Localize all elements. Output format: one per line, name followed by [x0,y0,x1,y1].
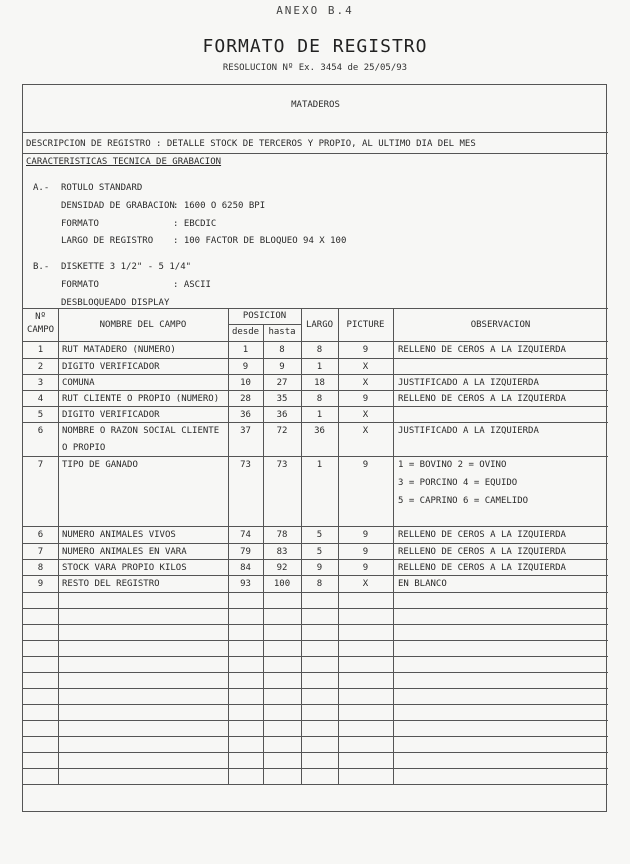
table-rule [23,592,608,593]
spec-b-label: B.- [33,262,50,272]
row-number: 1 [37,345,44,355]
row-from: 36 [240,410,251,420]
table-column-rule [228,308,229,784]
table-rule [23,656,608,657]
table-rule [23,390,608,391]
table-column-rule [393,308,394,784]
row-length: 1 [316,410,323,420]
row-field-name: RUT CLIENTE O PROPIO (NUMERO) [62,394,220,404]
header-observation: OBSERVACION [470,320,531,330]
table-column-rule [263,324,264,784]
row-picture: 9 [362,530,369,540]
row-field-name: NUMERO ANIMALES EN VARA [62,547,187,557]
table-rule [23,784,608,785]
table-rule [23,575,608,576]
spec-a-value: : 100 FACTOR DE BLOQUEO 94 X 100 [173,236,347,246]
technical-heading: CARACTERISTICAS TECNICA DE GRABACION [26,157,222,167]
table-rule [23,456,608,457]
table-rule [228,324,301,325]
row-length: 8 [316,394,323,404]
row-from: 84 [240,563,251,573]
table-rule [23,768,608,769]
table-rule [23,308,608,309]
row-picture: 9 [362,394,369,404]
spec-a-label: A.- [33,183,50,193]
table-rule [23,559,608,560]
table-rule [23,704,608,705]
row-from: 1 [242,345,249,355]
row-number: 9 [37,579,44,589]
row-observation: 1 = BOVINO 2 = OVINO [398,460,507,470]
row-picture: 9 [362,563,369,573]
row-picture: X [362,579,369,589]
row-field-name: DIGITO VERIFICADOR [62,362,160,372]
row-to: 78 [276,530,288,540]
row-to: 73 [276,460,288,470]
row-observation: 5 = CAPRINO 6 = CAMELIDO [398,496,529,506]
row-field-name: O PROPIO [62,443,106,453]
table-rule [23,672,608,673]
row-field-name: STOCK VARA PROPIO KILOS [62,563,187,573]
row-picture: 9 [362,547,369,557]
table-rule [23,543,608,544]
header-picture: PICTURE [346,320,385,330]
row-number: 2 [37,362,44,372]
row-number: 8 [37,563,44,573]
row-observation: RELLENO DE CEROS A LA IZQUIERDA [398,345,566,355]
row-length: 1 [316,460,323,470]
row-from: 9 [242,362,249,372]
row-length: 1 [316,362,323,372]
spec-b-key: DESBLOQUEADO DISPLAY [61,298,170,308]
row-from: 37 [240,426,251,436]
row-length: 5 [316,530,323,540]
row-field-name: COMUNA [62,378,95,388]
row-observation: RELLENO DE CEROS A LA IZQUIERDA [398,530,566,540]
table-rule [23,752,608,753]
table-rule [23,736,608,737]
row-field-name: RESTO DEL REGISTRO [62,579,160,589]
row-picture: X [362,426,369,436]
row-to: 83 [276,547,288,557]
row-from: 28 [240,394,251,404]
row-field-name: DIGITO VERIFICADOR [62,410,160,420]
table-rule [23,406,608,407]
row-length: 5 [316,547,323,557]
table-rule [23,358,608,359]
header-length: LARGO [305,320,334,330]
row-picture: X [362,410,369,420]
row-field-name: RUT MATADERO (NUMERO) [62,345,176,355]
row-number: 7 [37,547,44,557]
record-description: DESCRIPCION DE REGISTRO : DETALLE STOCK DE TERCEROS Y PROPIO, AL ULTIMO DIA DEL MES [26,139,476,149]
row-length: 36 [314,426,325,436]
spec-b-value: : ASCII [173,280,211,290]
table-rule [23,526,608,527]
row-from: 73 [240,460,251,470]
row-from: 79 [240,547,251,557]
row-length: 8 [316,579,323,589]
spec-b-key: FORMATO [61,280,99,290]
spec-a-title: ROTULO STANDARD [61,183,143,193]
spec-a-key: LARGO DE REGISTRO [61,236,154,246]
row-to: 8 [279,345,285,355]
row-number: 6 [37,426,44,436]
row-observation: RELLENO DE CEROS A LA IZQUIERDA [398,394,566,404]
table-rule [23,720,608,721]
row-picture: X [362,362,369,372]
section-title: MATADEROS [291,100,340,110]
spec-a-key: FORMATO [61,219,99,229]
spec-a-value: : 1600 O 6250 BPI [173,201,266,211]
row-to: 36 [276,410,288,420]
table-rule [23,624,608,625]
row-to: 9 [279,362,285,372]
row-number: 3 [37,378,44,388]
row-field-name: NOMBRE O RAZON SOCIAL CLIENTE [62,426,220,436]
spec-b-title: DISKETTE 3 1/2" - 5 1/4" [61,262,192,272]
page-title: FORMATO DE REGISTRO [202,36,428,57]
row-to: 35 [276,394,288,404]
table-column-rule [338,308,339,784]
row-picture: 9 [362,345,369,355]
header-num: Nº [35,312,46,322]
row-to: 92 [276,563,288,573]
row-observation: 3 = PORCINO 4 = EQUIDO [398,478,518,488]
header-from: desde [231,327,260,337]
row-to: 72 [276,426,288,436]
table-rule [23,640,608,641]
record-format-frame [22,84,607,812]
row-from: 74 [240,530,251,540]
row-picture: X [362,378,369,388]
row-observation: EN BLANCO [398,579,447,589]
header-num-campo: CAMPO [26,325,55,335]
row-field-name: TIPO DE GANADO [62,460,138,470]
header-field-name: NOMBRE DEL CAMPO [99,320,187,330]
row-picture: 9 [362,460,369,470]
row-field-name: NUMERO ANIMALES VIVOS [62,530,176,540]
table-rule [23,374,608,375]
row-number: 6 [37,530,44,540]
row-to: 100 [273,579,291,589]
row-from: 10 [240,378,251,388]
row-length: 18 [314,378,325,388]
row-observation: JUSTIFICADO A LA IZQUIERDA [398,378,539,388]
row-number: 4 [37,394,44,404]
row-length: 9 [316,563,323,573]
table-rule [23,341,608,342]
annex-label: ANEXO B.4 [276,4,354,17]
row-observation: JUSTIFICADO A LA IZQUIERDA [398,426,539,436]
table-rule [23,688,608,689]
spec-a-value: : EBCDIC [173,219,217,229]
spec-a-key: DENSIDAD DE GRABACION [61,201,175,211]
row-number: 7 [37,460,44,470]
header-to: hasta [268,327,296,337]
row-observation: RELLENO DE CEROS A LA IZQUIERDA [398,547,566,557]
table-column-rule [301,308,302,784]
resolution-subtitle: RESOLUCION Nº Ex. 3454 de 25/05/93 [222,63,408,73]
row-length: 8 [316,345,323,355]
row-observation: RELLENO DE CEROS A LA IZQUIERDA [398,563,566,573]
row-number: 5 [37,410,44,420]
row-to: 27 [276,378,288,388]
table-column-rule [58,308,59,784]
row-from: 93 [240,579,251,589]
header-position: POSICION [242,311,287,321]
table-rule [23,422,608,423]
table-rule [23,608,608,609]
